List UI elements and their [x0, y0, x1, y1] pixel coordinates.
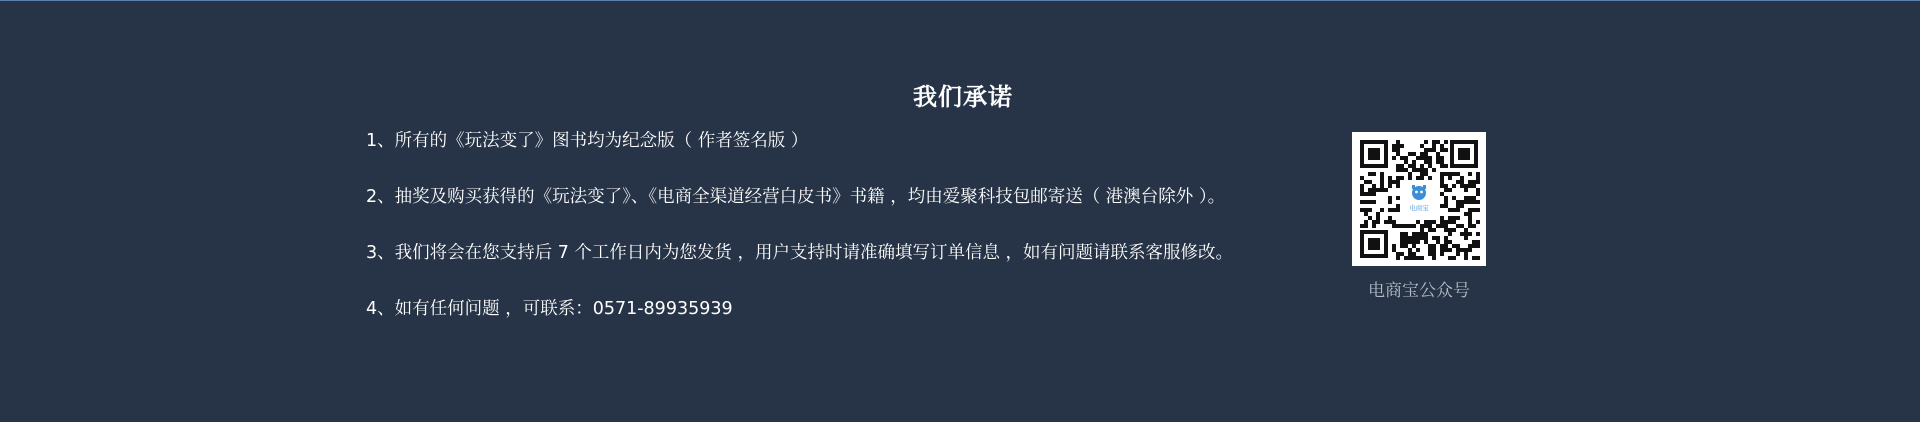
qr-finder-top-left	[1360, 140, 1388, 168]
promise-title: 我们承诺	[913, 82, 1013, 111]
promise-item: 4、如有任何问题 ，可联系：0571-89935939	[366, 299, 733, 319]
promise-item: 2、抽奖及购买获得的《玩法变了》、《电商全渠道经营白皮书》书籍 ，均由爱聚科技包邮寄送（ 港澳台除外 ）。	[366, 187, 1226, 207]
promise-item: 1、所有的《玩法变了》图书均为纪念版（ 作者签名版 ）	[366, 131, 809, 151]
qr-caption: 电商宝公众号	[1368, 281, 1470, 301]
promise-list	[366, 126, 1233, 350]
qr-logo-text: 电商宝	[1409, 204, 1429, 212]
qr-finder-top-right	[1450, 140, 1478, 168]
qr-code-icon	[1352, 132, 1486, 266]
qr-code-graphic	[1352, 132, 1486, 266]
promise-item: 3、我们将会在您支持后 7 个工作日内为您发货 ，用户支持时请准确填写订单信息 ，如有问题请联系客服修改。	[366, 243, 1234, 263]
qr-finder-bottom-left	[1360, 230, 1388, 258]
qr-center-logo	[1403, 183, 1435, 215]
